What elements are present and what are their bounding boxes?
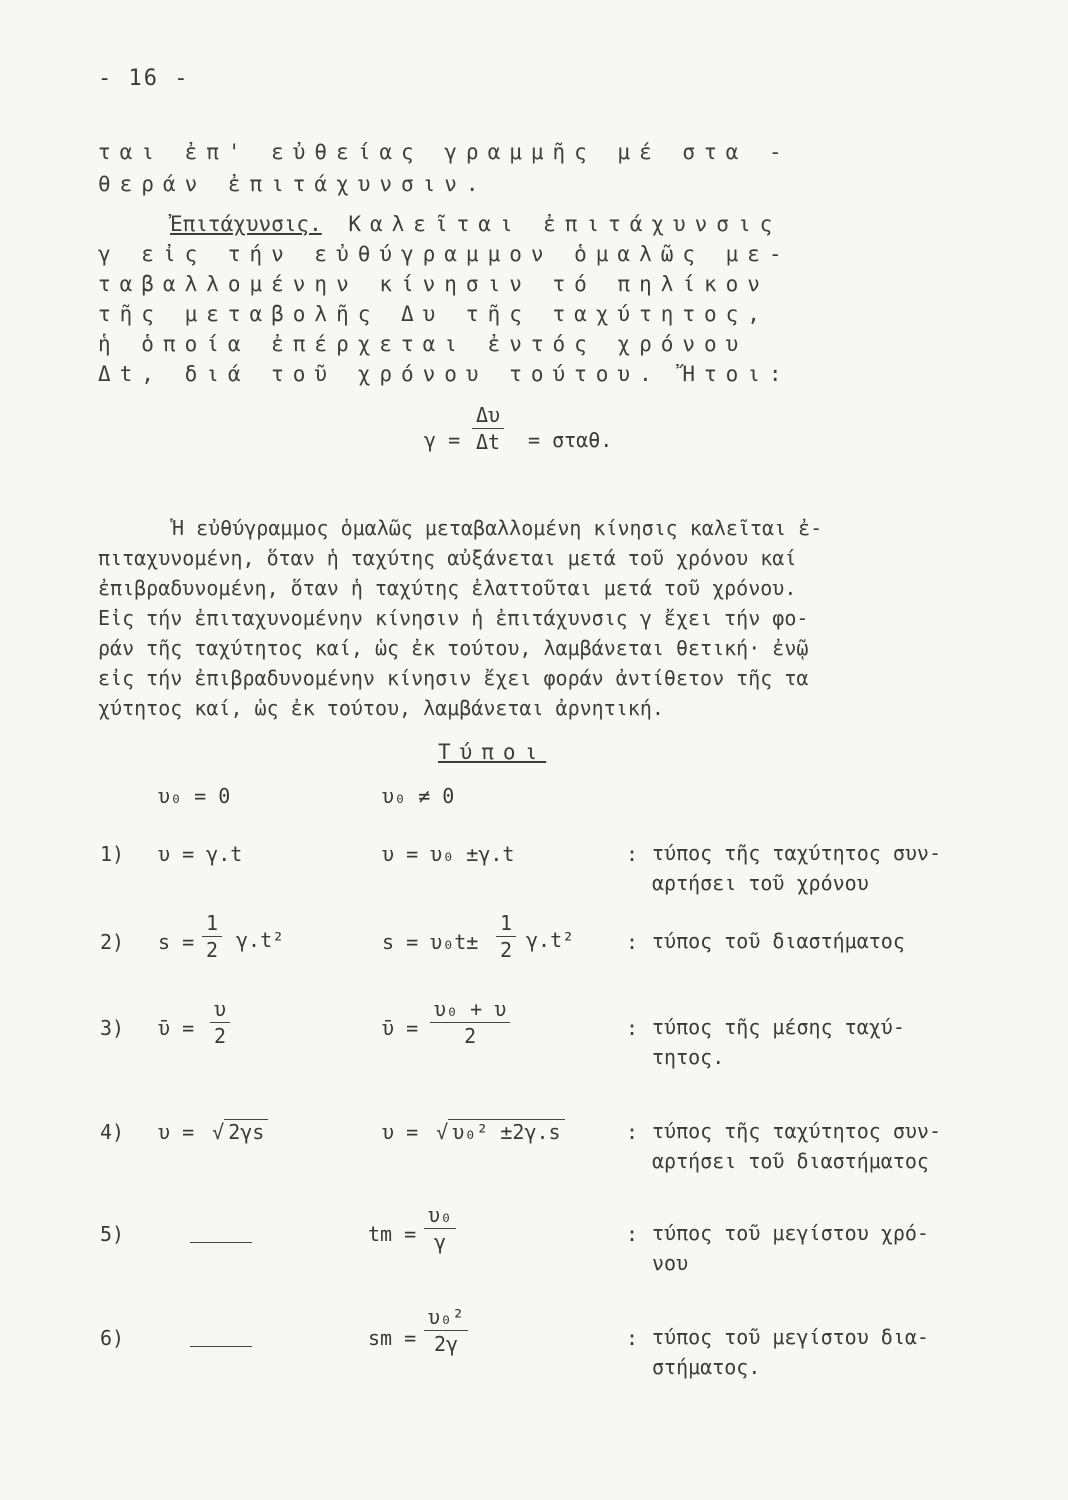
formula-5-left-blank	[190, 1242, 252, 1243]
formula-6-right-fraction	[424, 1304, 468, 1357]
formula-2-description	[652, 926, 905, 956]
paragraph-line-7: χύτητος καί, ὡς ἐκ τούτου, λαμβάνεται ἀρνητική.	[98, 696, 664, 720]
main-formula-rhs: = σταθ.	[528, 428, 613, 452]
formula-6-left-blank	[190, 1346, 252, 1347]
formula-5-right-numerator: υ₀	[424, 1202, 456, 1229]
paragraph-line-4: Εἰς τήν ἐπιταχυνομένην κίνησιν ἡ ἐπιτάχυνσις γ ἔχει τήν φο-	[98, 606, 809, 630]
main-formula-lhs: γ =	[424, 428, 461, 452]
page-number: - 16 -	[98, 66, 190, 91]
formula-2-left-numerator: 1	[202, 910, 222, 937]
formula-2-left-fraction	[202, 910, 222, 963]
formula-4-right	[382, 1120, 565, 1144]
formula-4-description-line-2: αρτήσει τοῦ διαστήματος	[652, 1149, 929, 1173]
paragraph-line-6: εἰς τήν ἐπιβραδυνομένην κίνησιν ἔχει φοράν ἀντίθετον τῆς τα	[98, 666, 809, 690]
formula-4-right-prefix: υ =	[382, 1120, 419, 1144]
column-header-nonzero-initial: υ₀ ≠ 0	[382, 784, 455, 808]
definition-heading-line	[170, 212, 781, 236]
formula-3-right-denominator: 2	[464, 1024, 477, 1048]
formula-1-description-line-1: τύπος τῆς ταχύτητος συν-	[652, 841, 941, 865]
formula-3-right-numerator: υ₀ + υ	[430, 996, 510, 1023]
formula-1-left: υ = γ.t	[158, 842, 243, 866]
formula-2-left-prefix: s =	[158, 930, 195, 954]
formula-3-left-numerator: υ	[210, 996, 230, 1023]
formula-1-description-line-2: αρτήσει τοῦ χρόνου	[652, 871, 869, 895]
formula-1-colon: :	[626, 842, 639, 866]
formula-6-right-numerator: υ₀²	[424, 1304, 468, 1331]
formula-4-left-radicand: 2γs	[224, 1119, 268, 1144]
formula-1-description	[652, 838, 941, 898]
formula-5-right-fraction	[424, 1202, 456, 1255]
formula-4-right-radical-sign: √	[436, 1120, 449, 1144]
paragraph-line-1: Ἡ εὐθύγραμμος ὁμαλῶς μεταβαλλομένη κίνησις καλεῖται ἐ-	[172, 516, 823, 540]
formula-4-number: 4)	[100, 1120, 125, 1144]
formula-3-right-prefix: ῡ =	[382, 1016, 419, 1040]
formula-3-number: 3)	[100, 1016, 125, 1040]
formula-1-right: υ = υ₀ ±γ.t	[382, 842, 515, 866]
formula-2-right-prefix: s = υ₀t±	[382, 930, 479, 954]
definition-line-1-rest: Καλεῖται ἐπιτάχυνσις	[348, 212, 782, 236]
intro-line-1: ται ἐπ' εὐθείας γραμμῆς μέ στα -	[98, 140, 791, 164]
formula-2-left-suffix: γ.t²	[236, 928, 285, 952]
formula-6-colon: :	[626, 1326, 639, 1350]
formula-5-right-denominator: γ	[434, 1230, 447, 1254]
definition-line-2: γ εἰς τήν εὐθύγραμμον ὁμαλῶς με-	[98, 242, 791, 266]
formula-2-left-denominator: 2	[206, 938, 219, 962]
definition-line-6: Δt, διά τοῦ χρόνου τούτου. Ἤτοι:	[98, 362, 791, 386]
main-formula-denominator: Δt	[476, 430, 501, 454]
definition-line-4: τῆς μεταβολῆς Δυ τῆς ταχύτητος,	[98, 302, 769, 326]
formula-2-colon: :	[626, 930, 639, 954]
formula-4-description	[652, 1116, 941, 1176]
formula-3-left-prefix: ῡ =	[158, 1016, 195, 1040]
intro-line-2: θεράν ἐπιτάχυνσιν.	[98, 172, 488, 196]
definition-heading: Ἐπιτάχυνσις.	[170, 212, 322, 236]
formula-5-description-line-1: τύπος τοῦ μεγίστου χρό-	[652, 1221, 929, 1245]
formula-5-right-prefix: tm =	[368, 1222, 417, 1246]
formula-5-number: 5)	[100, 1222, 125, 1246]
formula-4-left	[158, 1120, 268, 1144]
column-header-zero-initial: υ₀ = 0	[158, 784, 231, 808]
formula-3-description	[652, 1012, 905, 1072]
formula-1-number: 1)	[100, 842, 125, 866]
formula-2-right-denominator: 2	[500, 938, 513, 962]
formula-4-right-radicand: υ₀² ±2γ.s	[448, 1119, 564, 1144]
paragraph-line-5: ράν τῆς ταχύτητος καί, ὡς ἐκ τούτου, λαμβάνεται θετική· ἐνῷ	[98, 636, 809, 660]
formula-4-left-prefix: υ =	[158, 1120, 195, 1144]
formula-6-right-denominator: 2γ	[434, 1332, 459, 1356]
formula-4-left-radical-sign: √	[212, 1120, 225, 1144]
formula-2-right-fraction	[496, 910, 516, 963]
formula-6-right-prefix: sm =	[368, 1326, 417, 1350]
formula-3-description-line-2: τητος.	[652, 1045, 725, 1069]
formulas-title: Τύποι	[438, 740, 547, 764]
formula-6-description	[652, 1322, 929, 1382]
formula-6-description-line-2: στήματος.	[652, 1355, 761, 1379]
formula-5-description-line-2: νου	[652, 1251, 689, 1275]
formula-6-description-line-1: τύπος τοῦ μεγίστου δια-	[652, 1325, 929, 1349]
formula-3-right-fraction	[430, 996, 510, 1049]
definition-line-5: ἡ ὁποία ἐπέρχεται ἐντός χρόνου	[98, 332, 748, 356]
formula-4-colon: :	[626, 1120, 639, 1144]
formula-3-left-fraction	[210, 996, 230, 1049]
formula-5-description	[652, 1218, 929, 1278]
formula-3-description-line-1: τύπος τῆς μέσης ταχύ-	[652, 1015, 905, 1039]
formula-4-description-line-1: τύπος τῆς ταχύτητος συν-	[652, 1119, 941, 1143]
formula-2-description-line-1: τύπος τοῦ διαστήματος	[652, 929, 905, 953]
formula-5-colon: :	[626, 1222, 639, 1246]
main-formula-numerator: Δυ	[472, 402, 504, 429]
formula-3-colon: :	[626, 1016, 639, 1040]
formula-6-number: 6)	[100, 1326, 125, 1350]
formula-2-number: 2)	[100, 930, 125, 954]
formula-2-right-numerator: 1	[496, 910, 516, 937]
formula-2-right-suffix: γ.t²	[526, 928, 575, 952]
paragraph-line-2: πιταχυνομένη, ὅταν ἡ ταχύτης αὐξάνεται μετά τοῦ χρόνου καί	[98, 546, 797, 570]
formula-3-left-denominator: 2	[214, 1024, 227, 1048]
paragraph-line-3: ἐπιβραδυνομένη, ὅταν ἡ ταχύτης ἐλαττοῦται μετά τοῦ χρόνου.	[98, 576, 797, 600]
main-formula-fraction	[472, 402, 504, 455]
definition-line-3: ταβαλλομένην κίνησιν τό πηλίκον	[98, 272, 769, 296]
